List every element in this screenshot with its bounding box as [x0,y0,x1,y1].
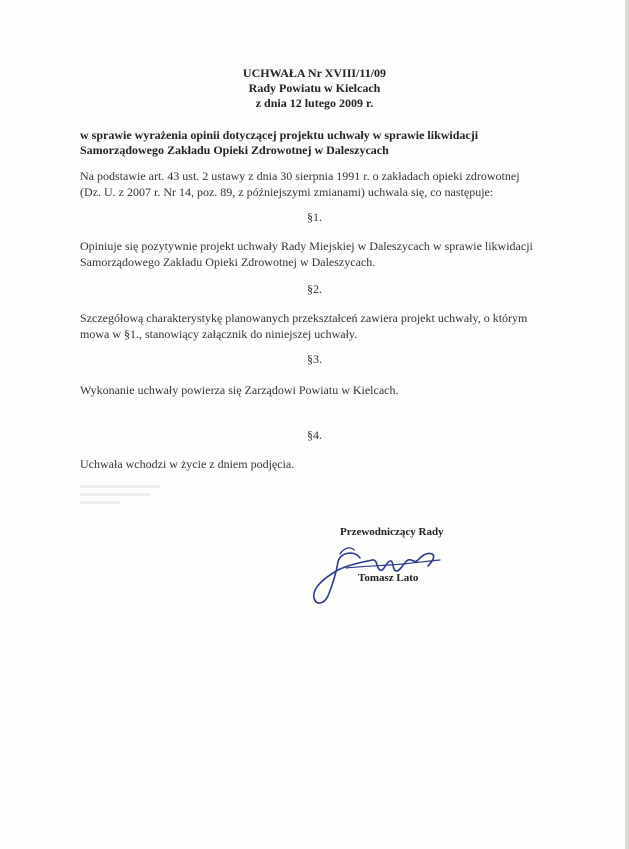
signatory-name: Tomasz Lato [358,572,419,584]
resolution-number: UCHWAŁA Nr XVIII/11/09 [242,66,387,80]
legal-basis-line-2: (Dz. U. z 2007 r. Nr 14, poz. 89, z późniejszymi zmianami) uchwala się, co następuje: [80,185,494,199]
legal-basis [80,168,550,200]
subject-line-2: Samorządowego Zakładu Opieki Zdrowotnej w Daleszycach [80,143,389,157]
section-3-text [80,382,550,398]
section-2-line-1: Szczegółową charakterystykę planowanych przekształceń zawiera projekt uchwały, o którym [80,311,528,325]
subject-line-1: w sprawie wyrażenia opinii dotyczącej projektu uchwały w sprawie likwidacji [80,128,479,142]
resolution-subject [80,128,550,158]
section-2-heading: §2. [307,282,322,296]
section-3-heading: §3. [307,352,322,366]
section-3-line-1: Wykonanie uchwały powierza się Zarządowi Powiatu w Kielcach. [80,383,399,397]
signatory-title: Przewodniczący Rady [340,526,444,538]
page-edge [625,0,629,849]
section-1-line-2: Samorządowego Zakładu Opieki Zdrowotnej w Daleszycach. [80,255,376,269]
section-1-text [80,238,550,270]
resolution-date: z dnia 12 lutego 2009 r. [255,96,374,110]
resolution-header [0,66,629,111]
legal-basis-line-1: Na podstawie art. 43 ust. 2 ustawy z dnia 30 sierpnia 1991 r. o zakładach opieki zdrowotnej [80,169,520,183]
section-2-line-2: mowa w §1., stanowiący załącznik do niniejszej uchwały. [80,327,358,341]
section-1-line-1: Opiniuje się pozytywnie projekt uchwały Rady Miejskiej w Daleszycach w sprawie likwidacji [80,239,533,253]
council-name: Rady Powiatu w Kielcach [248,81,381,95]
section-1-heading: §1. [307,210,322,224]
section-4-heading: §4. [307,428,322,442]
faded-stamp-trace [80,480,170,520]
section-4-text [80,456,550,472]
section-2-text [80,310,550,342]
section-4-line-1: Uchwała wchodzi w życie z dniem podjęcia. [80,457,295,471]
